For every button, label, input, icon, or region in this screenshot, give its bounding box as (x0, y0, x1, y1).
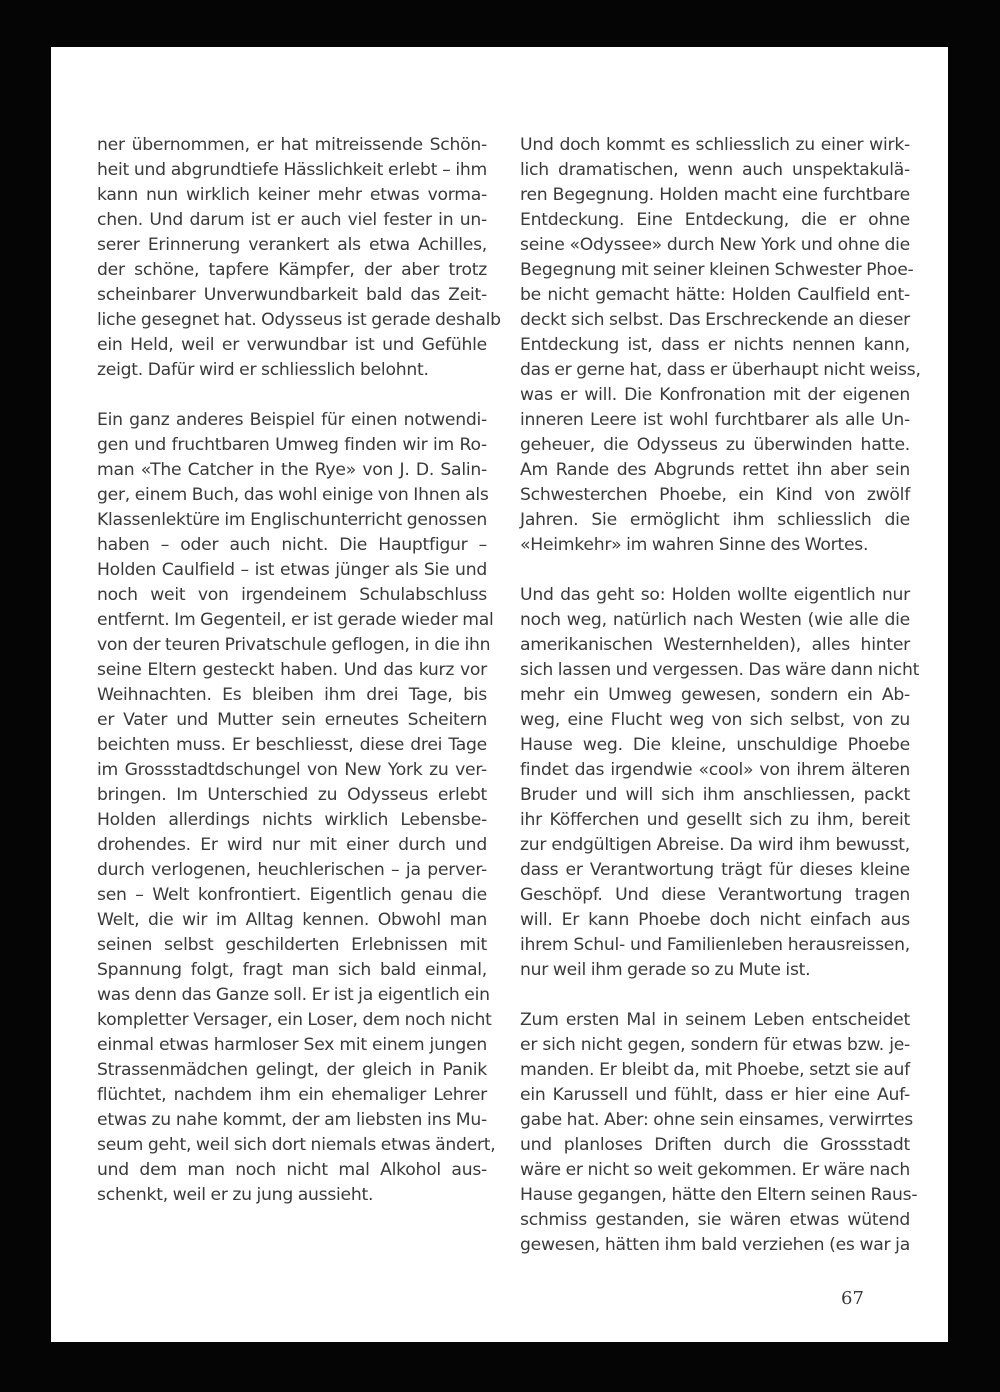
text-line: und dem man noch nicht mal Alkohol aus- (97, 1160, 487, 1180)
text-line: haben – oder auch nicht. Die Hauptfigur – (97, 535, 487, 555)
text-line: lich dramatischen, wenn auch unspektakulä- (520, 160, 910, 180)
text-line: seine Eltern gesteckt haben. Und das kurz vor (97, 660, 487, 680)
text-line: «Heimkehr» im wahren Sinne des Wortes. (520, 535, 869, 555)
text-line: Schwesterchen Phoebe, ein Kind von zwölf (520, 485, 910, 505)
page-number: 67 (841, 1288, 864, 1309)
text-line: serer Erinnerung verankert als etwa Achilles, (97, 235, 487, 255)
text-line: mehr ein Umweg gewesen, sondern ein Ab- (520, 685, 910, 705)
text-line: sen – Welt konfrontiert. Eigentlich genau die (97, 885, 487, 905)
text-line: Holden Caulfield – ist etwas jünger als Sie und (97, 560, 487, 580)
text-line: dass er Verantwortung trägt für dieses kleine (520, 860, 910, 880)
text-line: zur endgültigen Abreise. Da wird ihm bewusst, (520, 835, 910, 855)
text-line: flüchtet, nachdem ihm ein ehemaliger Lehrer (97, 1085, 487, 1105)
text-line: gabe hat. Aber: ohne sein einsames, verwirrtes (520, 1110, 913, 1130)
text-line: der schöne, tapfere Kämpfer, der aber trotz (97, 260, 487, 280)
text-line: und planloses Driften durch die Grossstadt (520, 1135, 910, 1155)
text-line: be nicht gemacht hätte: Holden Caulfield ent- (520, 285, 910, 305)
text-line: ger, einem Buch, das wohl einige von Ihnen als (97, 485, 489, 505)
text-line: seine «Odyssee» durch New York und ohne die (520, 235, 910, 255)
text-line: liche gesegnet hat. Odysseus ist gerade deshalb (97, 310, 501, 330)
text-line: Welt, die wir im Alltag kennen. Obwohl man (97, 910, 487, 930)
text-line: drohendes. Er wird nur mit einer durch und (97, 835, 487, 855)
text-line: amerikanischen Westernhelden), alles hinter (520, 635, 910, 655)
text-line: Ein ganz anderes Beispiel für einen notwendi- (97, 410, 487, 430)
text-line: seum geht, weil sich dort niemals etwas ändert, (97, 1135, 496, 1155)
text-line: wäre er nicht so weit gekommen. Er wäre nach (520, 1160, 910, 1180)
right-column (520, 133, 921, 1283)
text-line: Holden allerdings nichts wirklich Lebensbe- (97, 810, 487, 830)
text-line: Hause gegangen, hätte den Eltern seinen Raus- (520, 1185, 918, 1205)
text-line: er sich nicht gegen, sondern für etwas bzw. je- (520, 1035, 910, 1055)
text-line: weg, eine Flucht weg von sich selbst, von zu (520, 710, 910, 730)
text-line: Am Rande des Abgrunds rettet ihn aber sein (520, 460, 910, 480)
text-line: Hause weg. Die kleine, unschuldige Phoebe (520, 735, 910, 755)
text-line: kompletter Versager, ein Loser, dem noch nicht (97, 1010, 492, 1030)
text-line: was denn das Ganze soll. Er ist ja eigentlich ein (97, 985, 490, 1005)
text-line: ner übernommen, er hat mitreissende Schön- (97, 135, 487, 155)
text-line: gen und fruchtbaren Umweg finden wir im Ro- (97, 435, 487, 455)
text-line: ihrem Schul- und Familienleben herausreissen, (520, 935, 910, 955)
paragraph (520, 1008, 918, 1258)
text-line: zeigt. Dafür wird er schliesslich belohnt. (97, 360, 429, 380)
text-line: Strassenmädchen gelingt, der gleich in Panik (97, 1060, 487, 1080)
text-line: einmal etwas harmloser Sex mit einem jungen (97, 1035, 487, 1055)
text-line: das er gerne hat, dass er überhaupt nicht weiss, (520, 360, 921, 380)
text-line: Jahren. Sie ermöglicht ihm schliesslich die (520, 510, 910, 530)
text-line: kann nun wirklich keiner mehr etwas vorma- (97, 185, 487, 205)
paragraph (520, 133, 921, 558)
text-line: was er will. Die Konfronation mit der eigenen (520, 385, 910, 405)
text-line: findet das irgendwie «cool» von ihrem älteren (520, 760, 910, 780)
text-line: Bruder und will sich ihm anschliessen, packt (520, 785, 910, 805)
text-line: schenkt, weil er zu jung aussieht. (97, 1185, 374, 1205)
text-line: durch verlogenen, heuchlerischen – ja perver- (97, 860, 487, 880)
text-line: Entdeckung ist, dass er nichts nennen kann, (520, 335, 910, 355)
text-line: ren Begegnung. Holden macht eine furchtbare (520, 185, 910, 205)
text-line: gewesen, hätten ihm bald verziehen (es war ja (520, 1235, 910, 1255)
text-line: scheinbarer Unverwundbarkeit bald das Zeit- (97, 285, 487, 305)
text-line: deckt sich selbst. Das Erschreckende an dieser (520, 310, 910, 330)
text-line: nur weil ihm gerade so zu Mute ist. (520, 960, 811, 980)
text-line: ein Held, weil er verwundbar ist und Gefühle (97, 335, 487, 355)
text-line: Spannung folgt, fragt man sich bald einmal, (97, 960, 487, 980)
paragraph (520, 583, 920, 983)
text-line: schmiss gestanden, sie wären etwas wütend (520, 1210, 910, 1230)
text-line: noch weit von irgendeinem Schulabschluss (97, 585, 487, 605)
text-line: will. Er kann Phoebe doch nicht einfach aus (520, 910, 910, 930)
text-line: von der teuren Privatschule geflogen, in die ihn (97, 635, 491, 655)
text-line: inneren Leere ist wohl furchtbarer als alle Un- (520, 410, 910, 430)
text-line: Begegnung mit seiner kleinen Schwester Phoe- (520, 260, 914, 280)
text-line: chen. Und darum ist er auch viel fester in un- (97, 210, 487, 230)
text-line: im Grossstadtdschungel von New York zu ver- (97, 760, 487, 780)
text-line: ihr Köfferchen und gesellt sich zu ihm, bereit (520, 810, 910, 830)
text-line: Weihnachten. Es bleiben ihm drei Tage, bis (97, 685, 487, 705)
text-line: man «The Catcher in the Rye» von J. D. Salin- (97, 460, 487, 480)
paragraph (97, 133, 501, 383)
text-line: Entdeckung. Eine Entdeckung, die er ohne (520, 210, 910, 230)
text-line: noch weg, natürlich nach Westen (wie alle die (520, 610, 910, 630)
text-line: Geschöpf. Und diese Verantwortung tragen (520, 885, 910, 905)
text-line: Und doch kommt es schliesslich zu einer wirk- (520, 135, 910, 155)
text-line: ein Karussell und fühlt, dass er hier eine Auf- (520, 1085, 910, 1105)
text-line: bringen. Im Unterschied zu Odysseus erlebt (97, 785, 487, 805)
text-line: sich lassen und vergessen. Das wäre dann nicht (520, 660, 920, 680)
text-line: entfernt. Im Gegenteil, er ist gerade wieder mal (97, 610, 494, 630)
book-page (51, 47, 948, 1342)
text-line: beichten muss. Er beschliesst, diese drei Tage (97, 735, 487, 755)
text-line: etwas zu nahe kommt, der am liebsten ins Mu- (97, 1110, 487, 1130)
paragraph (97, 408, 496, 1208)
text-line: manden. Er bleibt da, mit Phoebe, setzt sie auf (520, 1060, 910, 1080)
text-line: Und das geht so: Holden wollte eigentlich nur (520, 585, 910, 605)
text-line: heit und abgrundtiefe Hässlichkeit erlebt – ihm (97, 160, 487, 180)
text-line: er Vater und Mutter sein erneutes Scheitern (97, 710, 487, 730)
left-column (97, 133, 501, 1233)
text-line: Klassenlektüre im Englischunterricht genossen (97, 510, 487, 530)
text-line: Zum ersten Mal in seinem Leben entscheidet (520, 1010, 910, 1030)
text-line: seinen selbst geschilderten Erlebnissen mit (97, 935, 487, 955)
text-line: geheuer, die Odysseus zu überwinden hatte. (520, 435, 910, 455)
